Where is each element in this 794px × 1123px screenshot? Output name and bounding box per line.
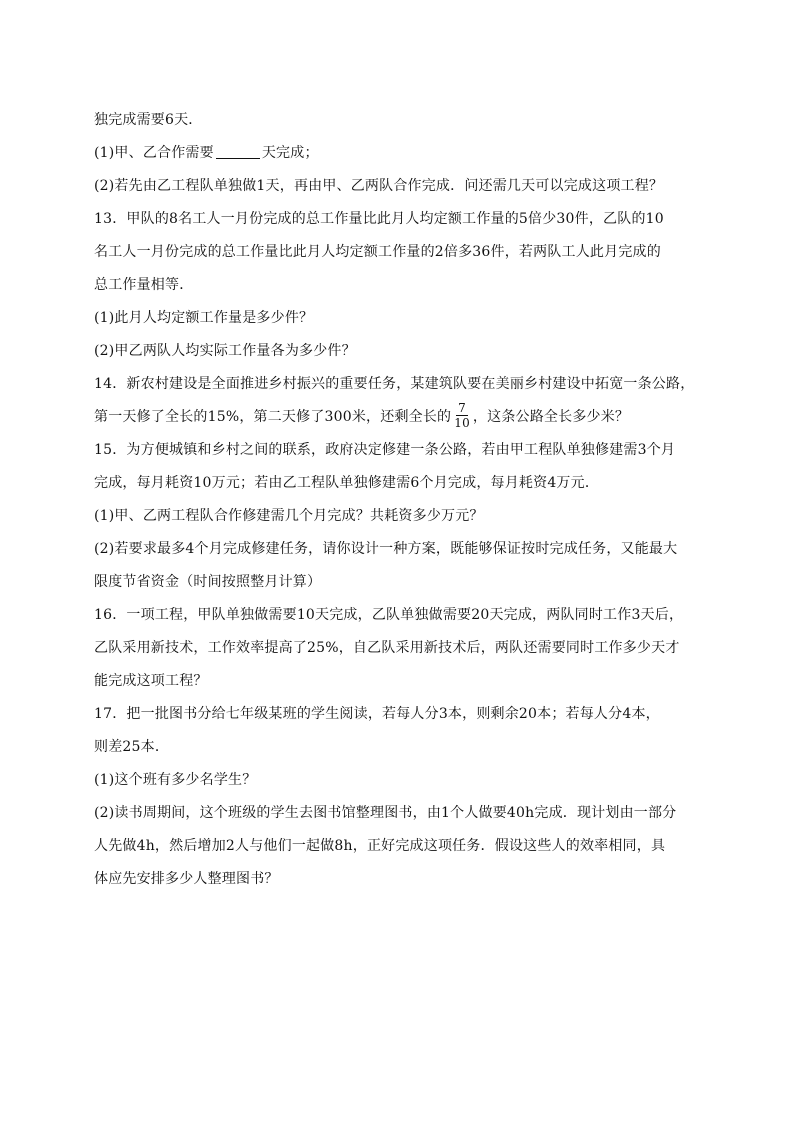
question-17-part-2: 体应先安排多少人整理图书？ [94,871,279,887]
problem-13-line: 总工作量相等． [94,277,194,293]
question-15-part-2: 限度节省资金（时间按照整月计算） [94,574,322,590]
problem-12-continuation: 独完成需要6天． [94,112,203,128]
fraction-denominator: 10 [454,415,470,430]
question-text: 天完成； [261,145,319,161]
question-12-part-2: (2)若先由乙工程队单独做1天，再由甲、乙两队合作完成．问还需几天可以完成这项工程？ [94,178,664,194]
question-13-part-1: (1)此月人均定额工作量是多少件？ [94,310,314,326]
problem-15-line: 15．为方便城镇和乡村之间的联系，政府决定修建一条公路，若由甲工程队单独修建需3个月 [94,442,676,458]
question-15-part-1: (1)甲、乙两工程队合作修建需几个月完成？共耗资多少万元？ [94,508,484,524]
text-line [94,104,700,137]
problem-14-line: 14．新农村建设是全面推进乡村振兴的重要任务，某建筑队要在美丽乡村建设中拓宽一条公路， [94,376,695,392]
problem-13-line: 13．甲队的8名工人一月份完成的总工作量比此月人均定额工作量的5倍少30件，乙队的10 [94,211,664,227]
problem-13-line: 名工人一月份完成的总工作量比此月人均定额工作量的2倍多36件，若两队工人此月完成的 [94,244,661,260]
problem-15-line: 完成，每月耗资10万元；若由乙工程队单独修建需6个月完成，每月耗资4万元． [94,475,600,491]
answer-blank [216,140,260,159]
question-17-part-2: (2)读书周期间，这个班级的学生去图书馆整理图书，由1个人做要40h完成．现计划由一部分 [94,805,677,821]
fraction-numerator: 7 [458,400,466,415]
problem-16-line: 乙队采用新技术，工作效率提高了25%，自乙队采用新技术后，两队还需要同时工作多少天才 [94,640,680,656]
fraction [452,401,472,430]
problem-16-line: 16．一项工程，甲队单独做需要10天完成，乙队单独做需要20天完成，两队同时工作3天后， [94,607,684,623]
question-13-part-2: (2)甲乙两队人均实际工作量各为多少件？ [94,343,356,359]
problem-17-line: 则差25本． [94,739,170,755]
question-12-part-1 [94,137,700,170]
question-17-part-1: (1)这个班有多少名学生？ [94,772,257,788]
question-15-part-2: (2)若要求最多4个月完成修建任务，请你设计一种方案，既能够保证按时完成任务，又能最大 [94,541,678,557]
document-body [94,104,700,896]
question-text: (1)甲、乙合作需要 [94,145,214,161]
problem-16-line: 能完成这项工程？ [94,673,208,689]
problem-17-line: 17．把一批图书分给七年级某班的学生阅读，若每人分3本，则剩余20本；若每人分4本， [94,706,660,722]
question-17-part-2: 人先做4h，然后增加2人与他们一起做8h，正好完成这项任务．假设这些人的效率相同，具 [94,838,666,854]
problem-14-line: 第一天修了全长的15%，第二天修了300米，还剩全长的 $\frac{7}{10}$ ，这条公路全长多少米？ [94,400,630,430]
